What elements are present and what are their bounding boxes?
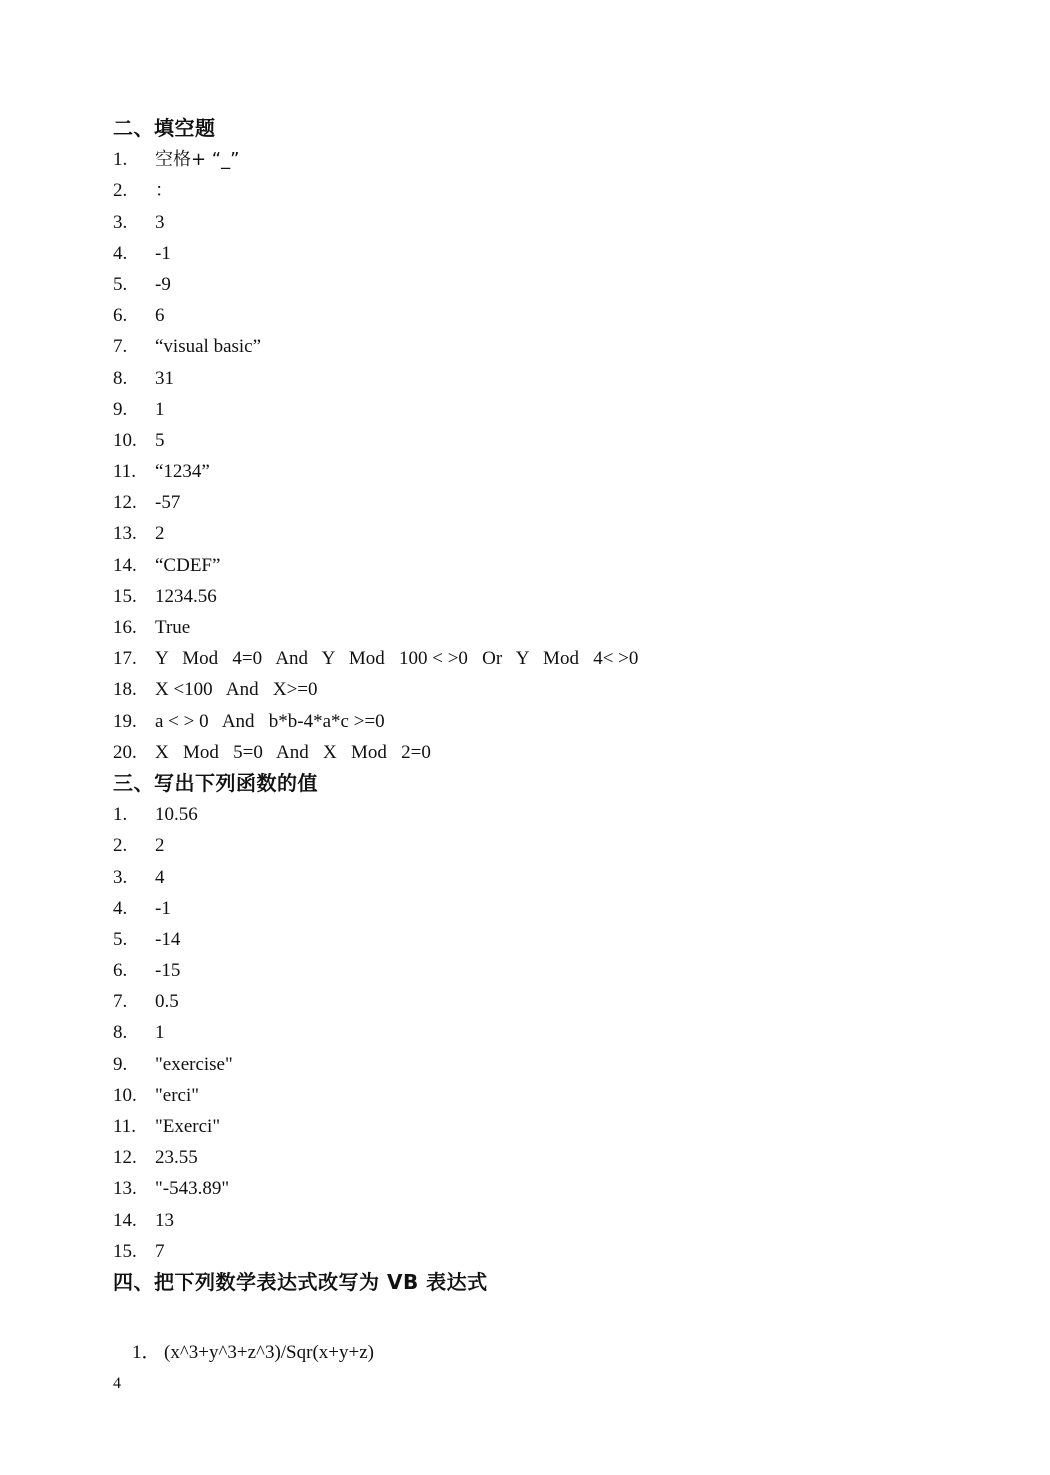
list-item (113, 1236, 943, 1267)
list-item (113, 144, 943, 175)
list-item (113, 893, 943, 924)
list-item (113, 1205, 943, 1236)
list-item (113, 425, 943, 456)
list-item (113, 1173, 943, 1204)
item-answer: -1 (155, 242, 171, 264)
item-number: 4. (113, 242, 128, 264)
item-answer: 0.5 (155, 991, 179, 1013)
list-item (113, 269, 943, 300)
item-number: 11. (113, 1116, 137, 1137)
document-page (113, 113, 943, 1364)
item-answer: -9 (155, 273, 171, 295)
item-number: 12. (113, 1147, 137, 1169)
item-number: 8. (113, 367, 128, 389)
list-item (113, 924, 943, 955)
section-heading-function-values: 三、写出下列函数的值 (113, 770, 318, 795)
list-item (113, 207, 943, 238)
item-number: 11. (113, 461, 137, 483)
item-answer: True (155, 617, 191, 638)
list-item (113, 830, 943, 861)
item-answer: "-543.89" (155, 1178, 230, 1200)
item-answer: 31 (155, 367, 174, 389)
item-number: 9. (113, 398, 128, 420)
section-heading-fill-blank: 二、填空题 (113, 116, 216, 140)
item-answer: 空格+ “_” (155, 149, 240, 171)
item-number: 8. (113, 1022, 128, 1044)
item-answer: -57 (155, 492, 181, 514)
list-item (113, 737, 943, 768)
list-item (113, 1111, 943, 1142)
list-item (113, 300, 943, 331)
item-answer: "Exerci" (155, 1116, 221, 1137)
item-answer: 1 (155, 1022, 165, 1044)
item-answer: 1 (155, 398, 165, 420)
item-answer: 2 (155, 835, 165, 857)
item-number: 2. (113, 180, 128, 202)
item-answer: 6 (155, 305, 165, 327)
item-answer: X <100 And X>=0 (155, 679, 318, 701)
page-number: 4 (113, 1375, 121, 1392)
item-answer: a < > 0 And b*b-4*a*c >=0 (155, 710, 385, 732)
list-item (113, 456, 943, 487)
item-answer: 13 (155, 1209, 174, 1231)
item-number: 13. (113, 1178, 137, 1200)
list-item (113, 1306, 943, 1364)
item-number: 5. (113, 928, 128, 950)
item-number: 7. (113, 336, 128, 358)
item-answer: 1234.56 (155, 585, 217, 607)
item-number: 3. (113, 866, 128, 888)
item-answer: Y Mod 4=0 And Y Mod 100 < >0 Or Y Mod 4< >0 (155, 648, 639, 670)
item-number: 13. (113, 523, 137, 545)
list-item (113, 363, 943, 394)
list-item (113, 612, 943, 643)
function-values-list (113, 799, 943, 1267)
item-answer: 23.55 (155, 1147, 198, 1169)
item-number: 20. (113, 741, 137, 763)
item-answer: "exercise" (155, 1053, 233, 1075)
item-answer: "erci" (155, 1084, 199, 1106)
item-answer: -15 (155, 960, 181, 982)
list-item (113, 862, 943, 893)
item-answer: “CDEF” (155, 554, 221, 576)
list-item (113, 643, 943, 674)
fill-blank-list (113, 144, 943, 768)
list-item (113, 331, 943, 362)
item-number: 2. (113, 835, 128, 857)
list-item (113, 706, 943, 737)
item-number: 12. (113, 492, 137, 514)
item-answer: X Mod 5=0 And X Mod 2=0 (155, 741, 431, 763)
item-answer: 5 (155, 429, 165, 451)
item-number: 10. (113, 429, 137, 451)
list-item (113, 1017, 943, 1048)
item-answer: -14 (155, 928, 181, 950)
list-item (113, 986, 943, 1017)
item-answer: -1 (155, 897, 171, 919)
item-number: 3. (113, 211, 128, 233)
item-number: 15. (113, 1240, 137, 1262)
item-number: 9. (113, 1053, 128, 1075)
item-number: 7. (113, 991, 128, 1013)
list-item (113, 238, 943, 269)
item-number: 15. (113, 585, 137, 607)
list-item (113, 518, 943, 549)
item-answer: 7 (155, 1240, 165, 1262)
section-heading-vb-expressions: 四、把下列数学表达式改写为 VB 表达式 (113, 1269, 488, 1294)
list-item (113, 394, 943, 425)
list-item (113, 955, 943, 986)
item-number: 6. (113, 960, 128, 982)
list-item (113, 674, 943, 705)
list-item (113, 799, 943, 830)
item-number: 18. (113, 679, 137, 701)
item-number: 6. (113, 305, 128, 327)
item-number: 4. (113, 897, 128, 919)
item-answer: 2 (155, 523, 165, 545)
item-number: 17. (113, 648, 137, 670)
item-number: 16. (113, 617, 137, 638)
list-item (113, 175, 943, 206)
list-item (113, 1142, 943, 1173)
item-answer: “visual basic” (155, 336, 262, 358)
item-number: 5. (113, 273, 128, 295)
item-answer: “1234” (155, 461, 210, 483)
item-answer: 10.56 (155, 804, 198, 826)
list-item (113, 550, 943, 581)
item-number: 1． (132, 1342, 161, 1364)
list-item (113, 581, 943, 612)
list-item (113, 1080, 943, 1111)
list-item (113, 1049, 943, 1080)
item-number: 19. (113, 710, 137, 732)
item-number: 1. (113, 804, 128, 826)
item-answer: (x^3+y^3+z^3)/Sqr(x+y+z) (164, 1342, 374, 1364)
item-number: 10. (113, 1084, 137, 1106)
item-number: 14. (113, 1209, 137, 1231)
item-answer: 4 (155, 866, 165, 888)
list-item (113, 487, 943, 518)
item-answer: ： (155, 180, 173, 202)
item-number: 14. (113, 554, 137, 576)
item-number: 1. (113, 149, 128, 171)
item-answer: 3 (155, 211, 165, 233)
